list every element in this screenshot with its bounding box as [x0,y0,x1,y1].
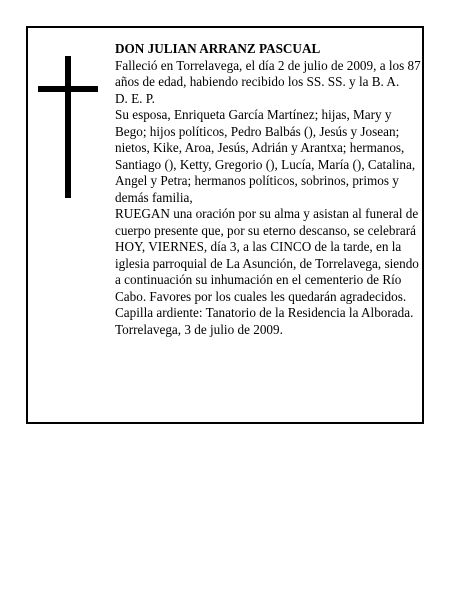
death-statement: Falleció en Torrelavega, el día 2 de julio de 2009, a los 87 años de edad, habiendo recibido los SS. SS. y la B. A. [115,57,421,89]
cross-horizontal-bar [38,86,98,92]
obituary-text [115,41,421,338]
family-list: Su esposa, Enriqueta García Martínez; hijas, Mary y Bego; hijos políticos, Pedro Balbás (), Jesús y Josean; nietos, Kike, Aroa, Jesús, Adrián y Arantxa; hermanos, Santiago (), Ketty, Gregorio (), Lucía, María (), Catalina, Angel y Petra; hermanos políticos, sobrinos, primos y demás familia, [115,107,416,205]
cross-icon [38,56,98,198]
place-and-date: Torrelavega, 3 de julio de 2009. [115,321,283,337]
cross-vertical-bar [65,56,71,198]
deceased-name: DON JULIAN ARRANZ PASCUAL [115,41,321,56]
funeral-request: RUEGAN una oración por su alma y asistan al funeral de cuerpo presente que, por su eterno descanso, se celebrará HOY, VIERNES, día 3, a las CINCO de la tarde, en la iglesia parroquial de La Asunción, de Torrelavega, siendo a continuación su inhumación en el cementerio de Río Cabo. Favores por los cuales les quedarán agradecidos. Capilla ardiente: Tanatorio de la Residencia la Alborada. [115,206,419,320]
rip-line: D. E. P. [115,90,155,106]
obituary-notice [26,26,424,424]
